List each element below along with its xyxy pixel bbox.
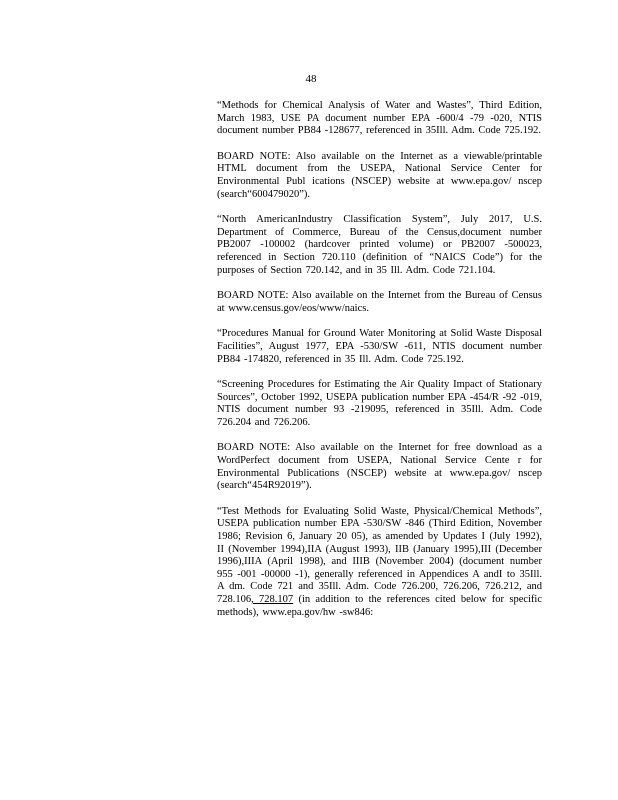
paragraph-methods-chemical-analysis: “Methods for Chemical Analysis of Water and Wastes”, Third Edition, March 1983, USE PA document number EPA -600/4 -79 -020, NTIS document number PB84 -128677, referenced in 35Ill. Adm. Code 725.192. bbox=[217, 100, 542, 137]
test-methods-text: “Test Methods for Evaluating Solid Waste, Physical/Chemical Methods”, USEPA publication number EPA -530/SW -846 (Third Edition, November 1986; Revision 6, January 20 05), as amended by Updates I (July 1992), II (November 1994),IIA (August 1993), IIB (January 1995),III (December 1996),IIIA (April 1998), and IIIB (November 2004) (document number 955 -001 -00000 -1), generally referenced in Appendices A andI to 35Ill. A dm. Code 721 and 35Ill. Adm. Code 726.200, 726.206, 726.212, and 728.106 bbox=[217, 505, 542, 605]
test-methods-text-continued: (in addition to the references cited below for specific methods), www.epa.gov/hw -sw846: bbox=[217, 594, 542, 618]
paragraph-screening-procedures: “Screening Procedures for Estimating the Air Quality Impact of Stationary Sources”, October 1992, USEPA publication number EPA -454/R -92 -019, NTIS document number 93 -219095, referenced in 35Ill. Adm. Code 726.204 and 726.206. bbox=[217, 379, 542, 428]
underlined-amendment-728-107: , 728.107 bbox=[251, 594, 294, 605]
board-note-census-naics: BOARD NOTE: Also available on the Internet from the Bureau of Census at www.census.gov/eos/www/naics. bbox=[217, 290, 542, 314]
paragraph-naics: “North AmericanIndustry Classification System”, July 2017, U.S. Department of Commerce, Bureau of the Census,document number PB2007 -100002 (hardcover printed volume) or PB2007 -500023, referenced in Section 720.110 (definition of “NAICS Code”) for the purposes of Section 720.142, and in 35 Ill. Adm. Code 721.104. bbox=[217, 214, 542, 276]
board-note-nscep-600479020: BOARD NOTE: Also available on the Internet as a viewable/printable HTML document from the USEPA, National Service Center for Environmental Publ ications (NSCEP) website at www.epa.gov/ nscep (search“600479020”). bbox=[217, 150, 542, 200]
paragraph-test-methods-sw846 bbox=[217, 506, 542, 619]
board-note-wordperfect-download: BOARD NOTE: Also available on the Internet for free download as a WordPerfect document from USEPA, National Service Cente r for Environmental Publications (NSCEP) website at www.epa.gov/ nscep (search“454R92019”). bbox=[217, 442, 542, 492]
body-text bbox=[217, 100, 542, 619]
paragraph-ground-water-monitoring: “Procedures Manual for Ground Water Monitoring at Solid Waste Disposal Facilities”, August 1977, EPA -530/SW -611, NTIS document number PB84 -174820, referenced in 35 Ill. Adm. Code 725.192. bbox=[217, 328, 542, 365]
page-number: 48 bbox=[305, 73, 317, 85]
